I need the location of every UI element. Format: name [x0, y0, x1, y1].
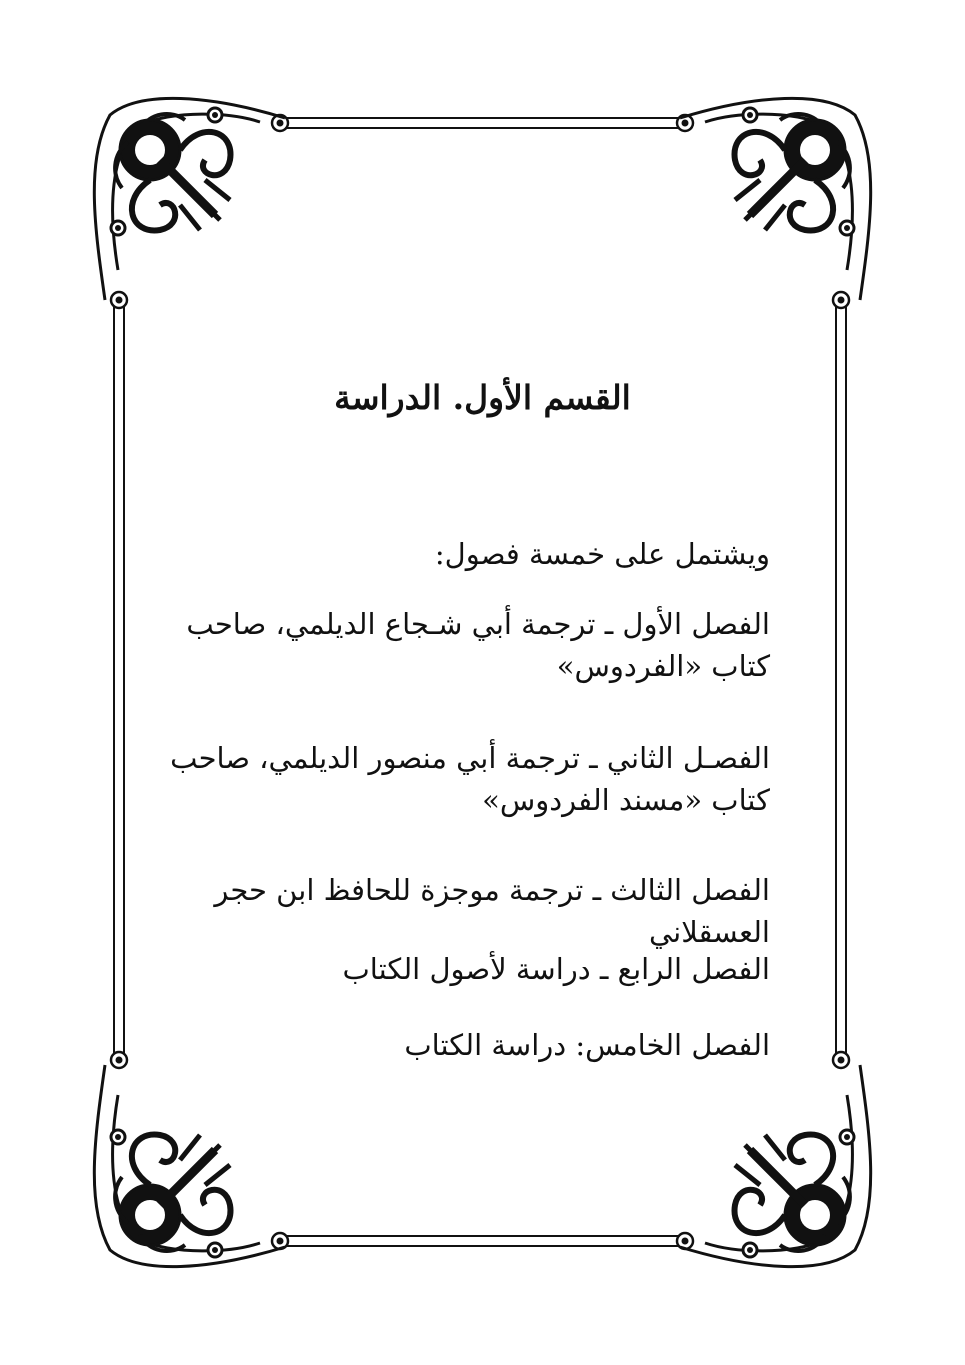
floral-corner-icon [94, 1065, 285, 1267]
floral-corner-icon [680, 1065, 871, 1267]
intro-line: ويشتمل على خمسة فصول: [434, 537, 770, 571]
chapter-item: الفصل الأول ـ ترجمة أبي شـجاع الديلمي، صاحب كتاب «الفردوس» [186, 607, 770, 684]
floral-corner-icon [94, 98, 285, 300]
floral-corner-icon [680, 98, 871, 300]
chapter-item: الفصل الرابع ـ دراسة لأصول الكتاب [342, 952, 770, 986]
chapter-item: الفصل الخامس: دراسة الكتاب [404, 1028, 770, 1062]
chapter-item: الفصـل الثاني ـ ترجمة أبي منصور الديلمي، صاحب كتاب «مسند الفردوس» [170, 741, 770, 818]
chapter-item: الفصل الثالث ـ ترجمة موجزة للحافظ ابن حجر العسقلاني [214, 873, 770, 950]
section-title: القسم الأول. الدراسة [334, 378, 631, 417]
